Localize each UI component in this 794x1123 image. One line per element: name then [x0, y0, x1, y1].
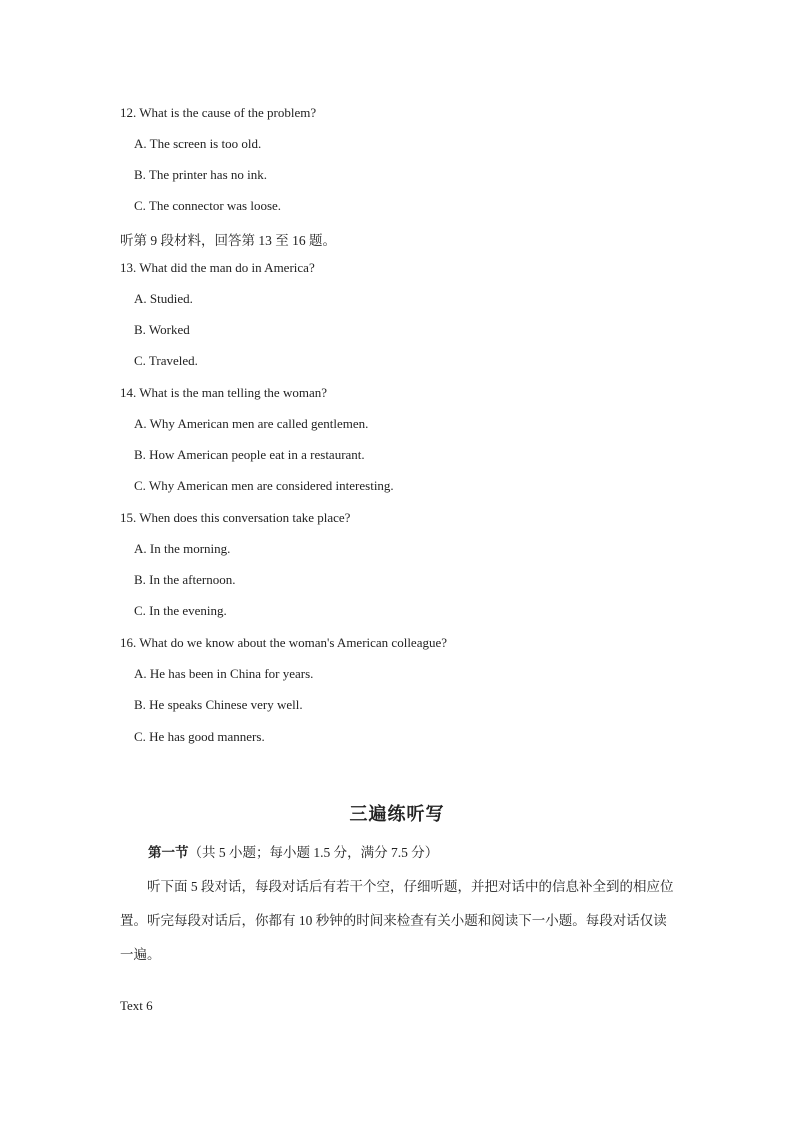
option-15a: A. In the morning.: [134, 541, 231, 556]
option-16c: C. He has good manners.: [134, 729, 265, 744]
question-12: 12. What is the cause of the problem?: [120, 105, 317, 120]
option-13b: B. Worked: [134, 322, 190, 337]
option-14c: C. Why American men are considered interesting.: [134, 478, 394, 493]
option-16b: B. He speaks Chinese very well.: [134, 697, 303, 712]
option-15c: C. In the evening.: [134, 603, 227, 618]
question-16: 16. What do we know about the woman's American colleague?: [120, 635, 448, 650]
question-13: 13. What did the man do in America?: [120, 260, 315, 275]
text-label: Text 6: [120, 998, 153, 1013]
question-15: 15. When does this conversation take place?: [120, 510, 351, 525]
section-heading: [148, 841, 438, 861]
option-13c: C. Traveled.: [134, 353, 198, 368]
instruction-paragraph: 听下面 5 段对话，每段对话后有若干个空，仔细听题，并把对话中的信息补全到的相应位置。听完每段对话后，你都有 10 秒钟的时间来检查有关小题和阅读下一小题。每段对话仅读一遍。: [120, 879, 674, 962]
option-12c: C. The connector was loose.: [134, 198, 282, 213]
option-12b: B. The printer has no ink.: [134, 167, 267, 182]
section-heading-detail: （共 5 小题；每小题 1.5 分，满分 7.5 分）: [188, 845, 439, 860]
option-12a: A. The screen is too old.: [134, 136, 262, 151]
question-14: 14. What is the man telling the woman?: [120, 385, 327, 400]
option-14b: B. How American people eat in a restaurant.: [134, 447, 365, 462]
option-13a: A. Studied.: [134, 291, 193, 306]
section-title: 三遍练听写: [349, 804, 445, 825]
section-heading-bold: 第一节: [148, 845, 189, 861]
option-16a: A. He has been in China for years.: [134, 666, 314, 681]
option-15b: B. In the afternoon.: [134, 572, 236, 587]
option-14a: A. Why American men are called gentlemen.: [134, 416, 369, 431]
instruction-9: 听第 9 段材料，回答第 13 至 16 题。: [120, 233, 336, 248]
